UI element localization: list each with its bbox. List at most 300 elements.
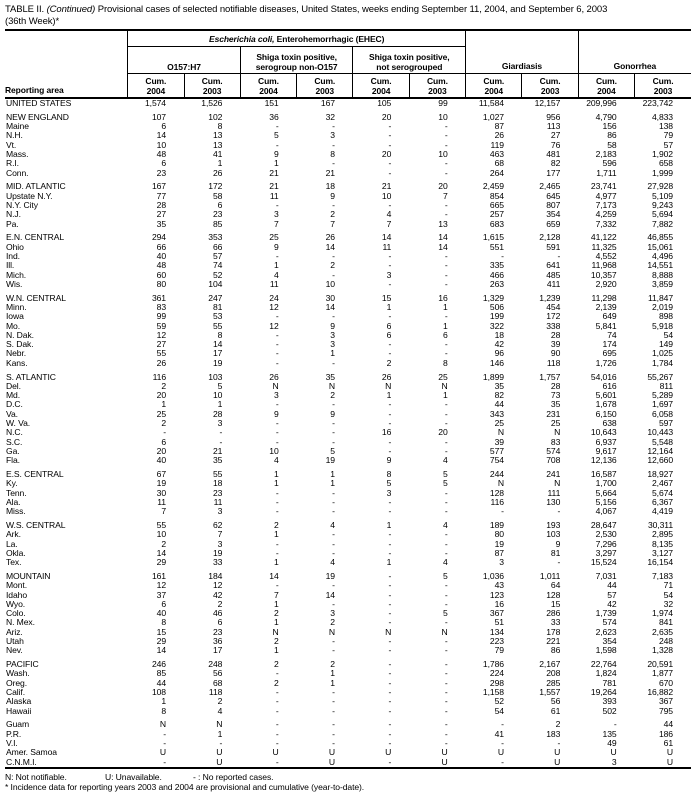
value-cell: 7,031: [595, 570, 617, 581]
value-cell: -: [275, 418, 279, 428]
table-title-label: TABLE II.: [5, 4, 45, 15]
value-cell: -: [332, 506, 335, 517]
value-cell: 708: [546, 455, 561, 466]
value-cell: 99: [156, 311, 166, 322]
value-cell: 2: [217, 696, 223, 707]
value-cell: -: [275, 427, 279, 438]
reporting-area-cell: Okla.: [6, 547, 26, 558]
reporting-area-cell: Hawaii: [6, 705, 32, 716]
value-cell: -: [163, 427, 166, 438]
value-cell: -: [444, 529, 448, 540]
value-cell: 183: [546, 728, 561, 739]
reporting-area-cell: Idaho: [6, 589, 28, 600]
column-header: [128, 74, 184, 99]
reporting-area-cell: Ala.: [6, 496, 21, 507]
value-cell: 41: [494, 728, 504, 739]
table-row: [5, 271, 691, 280]
value-cell: 20: [156, 390, 166, 401]
value-cell: -: [388, 589, 392, 600]
giardiasis-group-header: Giardiasis: [466, 30, 579, 74]
value-cell: 90: [550, 348, 561, 359]
value-cell: -: [219, 436, 223, 447]
value-cell: -: [388, 696, 392, 707]
reporting-area-cell: Miss.: [6, 506, 26, 517]
value-cell: 2: [273, 677, 279, 688]
value-cell: 10: [381, 190, 392, 201]
value-cell: 111: [547, 487, 561, 498]
reporting-area-cell: Tex.: [6, 557, 22, 568]
value-cell: 35: [156, 218, 166, 229]
value-cell: -: [444, 487, 448, 498]
value-cell: 10: [438, 148, 448, 159]
table-body: [5, 98, 691, 768]
value-cell: 76: [550, 139, 561, 150]
value-cell: N: [497, 478, 504, 489]
value-cell: -: [444, 598, 448, 609]
value-cell: 3: [578, 758, 634, 768]
value-cell: 8: [330, 148, 335, 159]
value-cell: 53: [212, 311, 223, 322]
value-cell: 3: [386, 487, 392, 498]
value-cell: 695: [602, 348, 617, 359]
value-cell: 10,643: [590, 427, 617, 438]
value-cell: -: [388, 399, 392, 410]
table-row: [5, 359, 691, 368]
value-cell: 27,928: [647, 181, 673, 192]
value-cell: 57: [663, 139, 673, 150]
value-cell: -: [275, 399, 279, 410]
value-cell: 43: [494, 580, 504, 591]
value-cell: 645: [546, 190, 561, 201]
value-cell: 37: [156, 589, 166, 600]
value-cell: 335: [489, 260, 504, 271]
value-cell: -: [444, 705, 448, 716]
table-row: [5, 243, 691, 252]
value-cell: 44: [156, 677, 166, 688]
value-cell: 82: [494, 390, 504, 401]
table-row: [5, 669, 691, 678]
value-cell: 2: [330, 617, 335, 628]
value-cell: -: [444, 547, 448, 558]
reporting-area-cell: V.I.: [6, 738, 18, 748]
value-cell: -: [275, 738, 279, 748]
value-cell: 25: [269, 232, 279, 243]
value-cell: -: [501, 719, 504, 730]
cum-label: Cum.: [145, 75, 167, 86]
value-cell: 10: [212, 390, 223, 401]
value-cell: -: [444, 269, 448, 280]
value-cell: -: [275, 487, 279, 498]
reporting-area-cell: E.N. CENTRAL: [6, 232, 65, 243]
value-cell: 208: [546, 668, 561, 679]
value-cell: 102: [208, 111, 223, 122]
table-row: [5, 507, 691, 516]
value-cell: 2,623: [595, 626, 617, 637]
table-row: [5, 540, 691, 549]
value-cell: -: [466, 758, 522, 768]
table-row: [5, 150, 691, 159]
value-cell: 2,167: [539, 659, 561, 670]
value-cell: 177: [546, 167, 561, 178]
value-cell: 11: [213, 496, 223, 507]
value-cell: 10,443: [647, 427, 673, 438]
value-cell: 12: [269, 301, 279, 312]
value-cell: 5,156: [595, 496, 617, 507]
value-cell: 22,764: [590, 659, 617, 670]
value-cell: 52: [212, 269, 223, 280]
value-cell: 68: [494, 158, 504, 169]
value-cell: 40: [156, 608, 166, 619]
reporting-area-cell: E.S. CENTRAL: [6, 468, 64, 479]
value-cell: 161: [151, 570, 166, 581]
value-cell: 223,742: [642, 98, 673, 108]
cum-label: Cum.: [314, 75, 336, 86]
value-cell: 1: [442, 390, 448, 401]
value-cell: 44: [607, 580, 617, 591]
ehec-species-italic: Escherichia coli,: [209, 33, 275, 44]
value-cell: 81: [550, 547, 561, 558]
value-cell: 15,061: [647, 241, 673, 252]
value-cell: N: [159, 719, 166, 730]
reporting-area-cell: Pa.: [6, 218, 19, 229]
value-cell: 8: [386, 468, 392, 479]
ehec-group-header: [128, 30, 466, 47]
value-cell: 23: [212, 626, 223, 637]
reporting-area-cell: Ark.: [6, 529, 21, 540]
table-row: [5, 201, 691, 210]
value-cell: 79: [663, 130, 673, 141]
value-cell: 9: [273, 408, 279, 419]
value-cell: 11: [382, 241, 392, 252]
footnote-no-reported-cases: - : No reported cases.: [193, 771, 274, 782]
value-cell: 44: [663, 719, 673, 730]
value-cell: 795: [658, 705, 673, 716]
value-cell: 26: [212, 167, 223, 178]
value-cell: 4: [442, 557, 448, 568]
value-cell: -: [332, 696, 335, 707]
value-cell: 23: [212, 209, 223, 220]
value-cell: 1: [273, 617, 279, 628]
value-cell: 16: [438, 292, 448, 303]
value-cell: 12: [269, 320, 279, 331]
value-cell: -: [332, 728, 335, 739]
table-row: [5, 113, 691, 122]
reporting-area-cell: PACIFIC: [6, 659, 39, 670]
value-cell: -: [388, 570, 392, 581]
value-cell: 1,877: [651, 668, 673, 679]
value-cell: -: [275, 687, 279, 698]
value-cell: -: [388, 538, 392, 549]
value-cell: 32: [325, 111, 335, 122]
value-cell: 83: [550, 436, 561, 447]
value-cell: 11: [269, 190, 279, 201]
value-cell: -: [332, 357, 335, 368]
value-cell: 55: [212, 468, 223, 479]
cum-year: 2003: [315, 85, 335, 96]
table-row: [5, 233, 691, 242]
table-row: [5, 600, 691, 609]
value-cell: -: [275, 339, 279, 350]
value-cell: 1,011: [539, 570, 561, 581]
value-cell: -: [444, 139, 448, 150]
value-cell: 18,927: [647, 468, 673, 479]
value-cell: -: [444, 728, 448, 739]
value-cell: -: [444, 209, 448, 220]
reporting-area-cell: S. Dak.: [6, 339, 34, 350]
value-cell: 1: [161, 696, 166, 707]
reporting-area-cell: Va.: [6, 408, 18, 419]
footnote-unavailable: U: Unavailable.: [105, 771, 162, 782]
value-cell: -: [388, 199, 392, 210]
value-cell: 19: [212, 547, 223, 558]
value-cell: 52: [494, 696, 504, 707]
value-cell: -: [388, 580, 392, 591]
table-row: [5, 391, 691, 400]
value-cell: 10: [438, 111, 448, 122]
value-cell: 1: [386, 301, 392, 312]
value-cell: 1,711: [596, 167, 617, 178]
value-cell: -: [332, 158, 335, 169]
table-row: [5, 470, 691, 479]
value-cell: 3: [330, 339, 335, 350]
value-cell: 81: [212, 301, 223, 312]
value-cell: -: [275, 329, 279, 340]
value-cell: 577: [489, 445, 504, 456]
value-cell: -: [388, 250, 392, 261]
value-cell: 4,067: [595, 506, 617, 517]
value-cell: 4,977: [595, 190, 617, 201]
value-cell: 8,135: [651, 538, 673, 549]
footnote-legend: [5, 772, 690, 783]
value-cell: -: [388, 677, 392, 688]
value-cell: 14: [325, 301, 335, 312]
value-cell: 7,332: [595, 218, 617, 229]
value-cell: -: [332, 580, 335, 591]
value-cell: -: [275, 580, 279, 591]
table-row: [5, 498, 691, 507]
value-cell: 4,833: [651, 111, 673, 122]
value-cell: N: [385, 626, 392, 637]
value-cell: -: [332, 636, 335, 647]
value-cell: 6: [217, 617, 223, 628]
value-cell: 11,298: [591, 292, 617, 303]
value-cell: -: [388, 529, 392, 540]
value-cell: 32: [663, 598, 673, 609]
value-cell: 9: [386, 455, 392, 466]
value-cell: 21: [381, 181, 392, 192]
value-cell: 2: [273, 519, 279, 530]
value-cell: 56: [212, 668, 223, 679]
value-cell: 118: [546, 357, 561, 368]
value-cell: 18: [325, 181, 335, 192]
subgroup-o157-header: O157:H7: [128, 47, 241, 74]
table-row: [5, 252, 691, 261]
value-cell: 113: [546, 121, 561, 132]
reporting-area-cell: Conn.: [6, 167, 29, 178]
table-row: [5, 340, 691, 349]
value-cell: 14: [156, 645, 166, 656]
value-cell: 20,591: [647, 659, 673, 670]
value-cell: 19: [494, 538, 504, 549]
value-cell: 9,243: [651, 199, 673, 210]
value-cell: 184: [208, 570, 223, 581]
table-row: [5, 131, 691, 140]
value-cell: 33: [212, 557, 223, 568]
table-row: [5, 479, 691, 488]
value-cell: -: [444, 645, 448, 656]
value-cell: 5,694: [651, 209, 673, 220]
value-cell: 12,157: [534, 98, 561, 108]
table-row: [5, 122, 691, 131]
value-cell: 2: [273, 636, 279, 647]
value-cell: 361: [151, 292, 166, 303]
value-cell: 28: [156, 199, 166, 210]
reporting-area-cell: Mont.: [6, 580, 27, 591]
value-cell: -: [388, 719, 392, 730]
value-cell: 1,726: [595, 357, 617, 368]
value-cell: 80: [494, 529, 504, 540]
value-cell: 338: [546, 320, 561, 331]
table-row: [5, 312, 691, 321]
cum-label: Cum.: [595, 75, 617, 86]
table-row: [5, 447, 691, 456]
value-cell: 25: [550, 418, 561, 428]
value-cell: 8: [217, 121, 223, 132]
value-cell: -: [557, 506, 561, 517]
subgroup-non-o157-header: Shiga toxin positive, serogroup non-O157: [240, 47, 353, 74]
value-cell: 7,296: [595, 538, 617, 549]
value-cell: 4: [442, 519, 448, 530]
table-row: [5, 182, 691, 191]
value-cell: 18: [212, 478, 223, 489]
value-cell: 96: [494, 348, 504, 359]
reporting-area-header: Reporting area: [5, 30, 128, 98]
value-cell: 354: [546, 209, 561, 220]
value-cell: U: [297, 758, 353, 768]
value-cell: 135: [602, 728, 617, 739]
cum-year: 2004: [484, 85, 504, 96]
reporting-area-cell: W. Va.: [6, 418, 31, 428]
value-cell: 41: [212, 148, 223, 159]
table-row: [5, 456, 691, 465]
value-cell: 3: [330, 130, 335, 141]
value-cell: -: [240, 758, 296, 768]
reporting-area-cell: Utah: [6, 636, 24, 647]
value-cell: -: [444, 506, 448, 517]
value-cell: 6,150: [595, 408, 617, 419]
value-cell: 85: [212, 218, 223, 229]
table-row: [5, 98, 691, 108]
value-cell: -: [275, 250, 279, 261]
value-cell: 2: [330, 390, 335, 401]
reporting-area-cell: Wis.: [6, 278, 23, 289]
value-cell: 16,587: [590, 468, 617, 479]
value-cell: 6,367: [651, 496, 673, 507]
value-cell: -: [388, 408, 392, 419]
value-cell: 6,058: [651, 408, 673, 419]
value-cell: 683: [489, 218, 504, 229]
value-cell: 6,937: [595, 436, 617, 447]
value-cell: 841: [658, 617, 673, 628]
value-cell: 26: [325, 232, 335, 243]
value-cell: -: [275, 496, 279, 507]
table-row: [5, 739, 691, 748]
value-cell: -: [444, 311, 448, 322]
value-cell: 14: [212, 339, 223, 350]
value-cell: 5,918: [651, 320, 673, 331]
value-cell: 35: [494, 380, 504, 391]
value-cell: 2: [217, 598, 223, 609]
value-cell: 9: [273, 148, 279, 159]
value-cell: -: [332, 199, 335, 210]
value-cell: -: [275, 705, 279, 716]
value-cell: -: [388, 348, 392, 359]
value-cell: 2,920: [595, 278, 617, 289]
value-cell: U: [409, 758, 465, 768]
value-cell: 241: [546, 468, 561, 479]
value-cell: 3: [386, 269, 392, 280]
value-cell: -: [557, 738, 561, 748]
value-cell: 1,574: [144, 98, 166, 108]
value-cell: 8: [442, 357, 448, 368]
value-cell: -: [388, 496, 392, 507]
value-cell: 55: [212, 320, 223, 331]
value-cell: 7: [273, 218, 279, 229]
value-cell: U: [328, 747, 335, 758]
value-cell: 21: [269, 181, 279, 192]
value-cell: -: [444, 418, 448, 428]
value-cell: 14: [438, 241, 448, 252]
value-cell: 3: [499, 557, 504, 568]
table-title-week: (36th Week)*: [5, 15, 60, 27]
reporting-area-cell: Ga.: [6, 445, 20, 456]
table-title: [5, 4, 690, 27]
reporting-area-cell: N.Y. City: [6, 199, 38, 210]
value-cell: 502: [602, 705, 617, 716]
value-cell: 1,739: [595, 608, 617, 619]
value-cell: 2,139: [595, 301, 617, 312]
value-cell: -: [444, 738, 448, 748]
reporting-area-cell: Mass.: [6, 148, 29, 159]
value-cell: -: [163, 728, 166, 739]
value-cell: -: [332, 496, 335, 507]
value-cell: 13: [438, 218, 448, 229]
value-cell: 247: [208, 292, 223, 303]
reporting-area-cell: MID. ATLANTIC: [6, 181, 66, 192]
value-cell: 343: [489, 408, 504, 419]
value-cell: 26: [156, 357, 166, 368]
value-cell: 28: [212, 408, 223, 419]
value-cell: 16: [494, 598, 504, 609]
reporting-area-cell: W.N. CENTRAL: [6, 292, 66, 303]
value-cell: 174: [602, 339, 617, 350]
value-cell: 28: [550, 380, 561, 391]
value-cell: 60: [156, 269, 166, 280]
value-cell: 3: [273, 390, 279, 401]
value-cell: 30: [156, 487, 166, 498]
value-cell: 4,259: [595, 209, 617, 220]
value-cell: -: [275, 719, 279, 730]
value-cell: 4: [273, 269, 279, 280]
value-cell: 172: [208, 181, 223, 192]
value-cell: 1,328: [651, 645, 673, 656]
value-cell: 616: [602, 380, 617, 391]
value-cell: 1,158: [482, 687, 504, 698]
value-cell: 1,697: [651, 399, 673, 410]
value-cell: 1: [273, 529, 279, 540]
table-title-text: Provisional cases of selected notifiable diseases, United States, weeks ending September 11, 2004, and September 6, 2003: [97, 4, 608, 15]
value-cell: 15: [381, 292, 392, 303]
